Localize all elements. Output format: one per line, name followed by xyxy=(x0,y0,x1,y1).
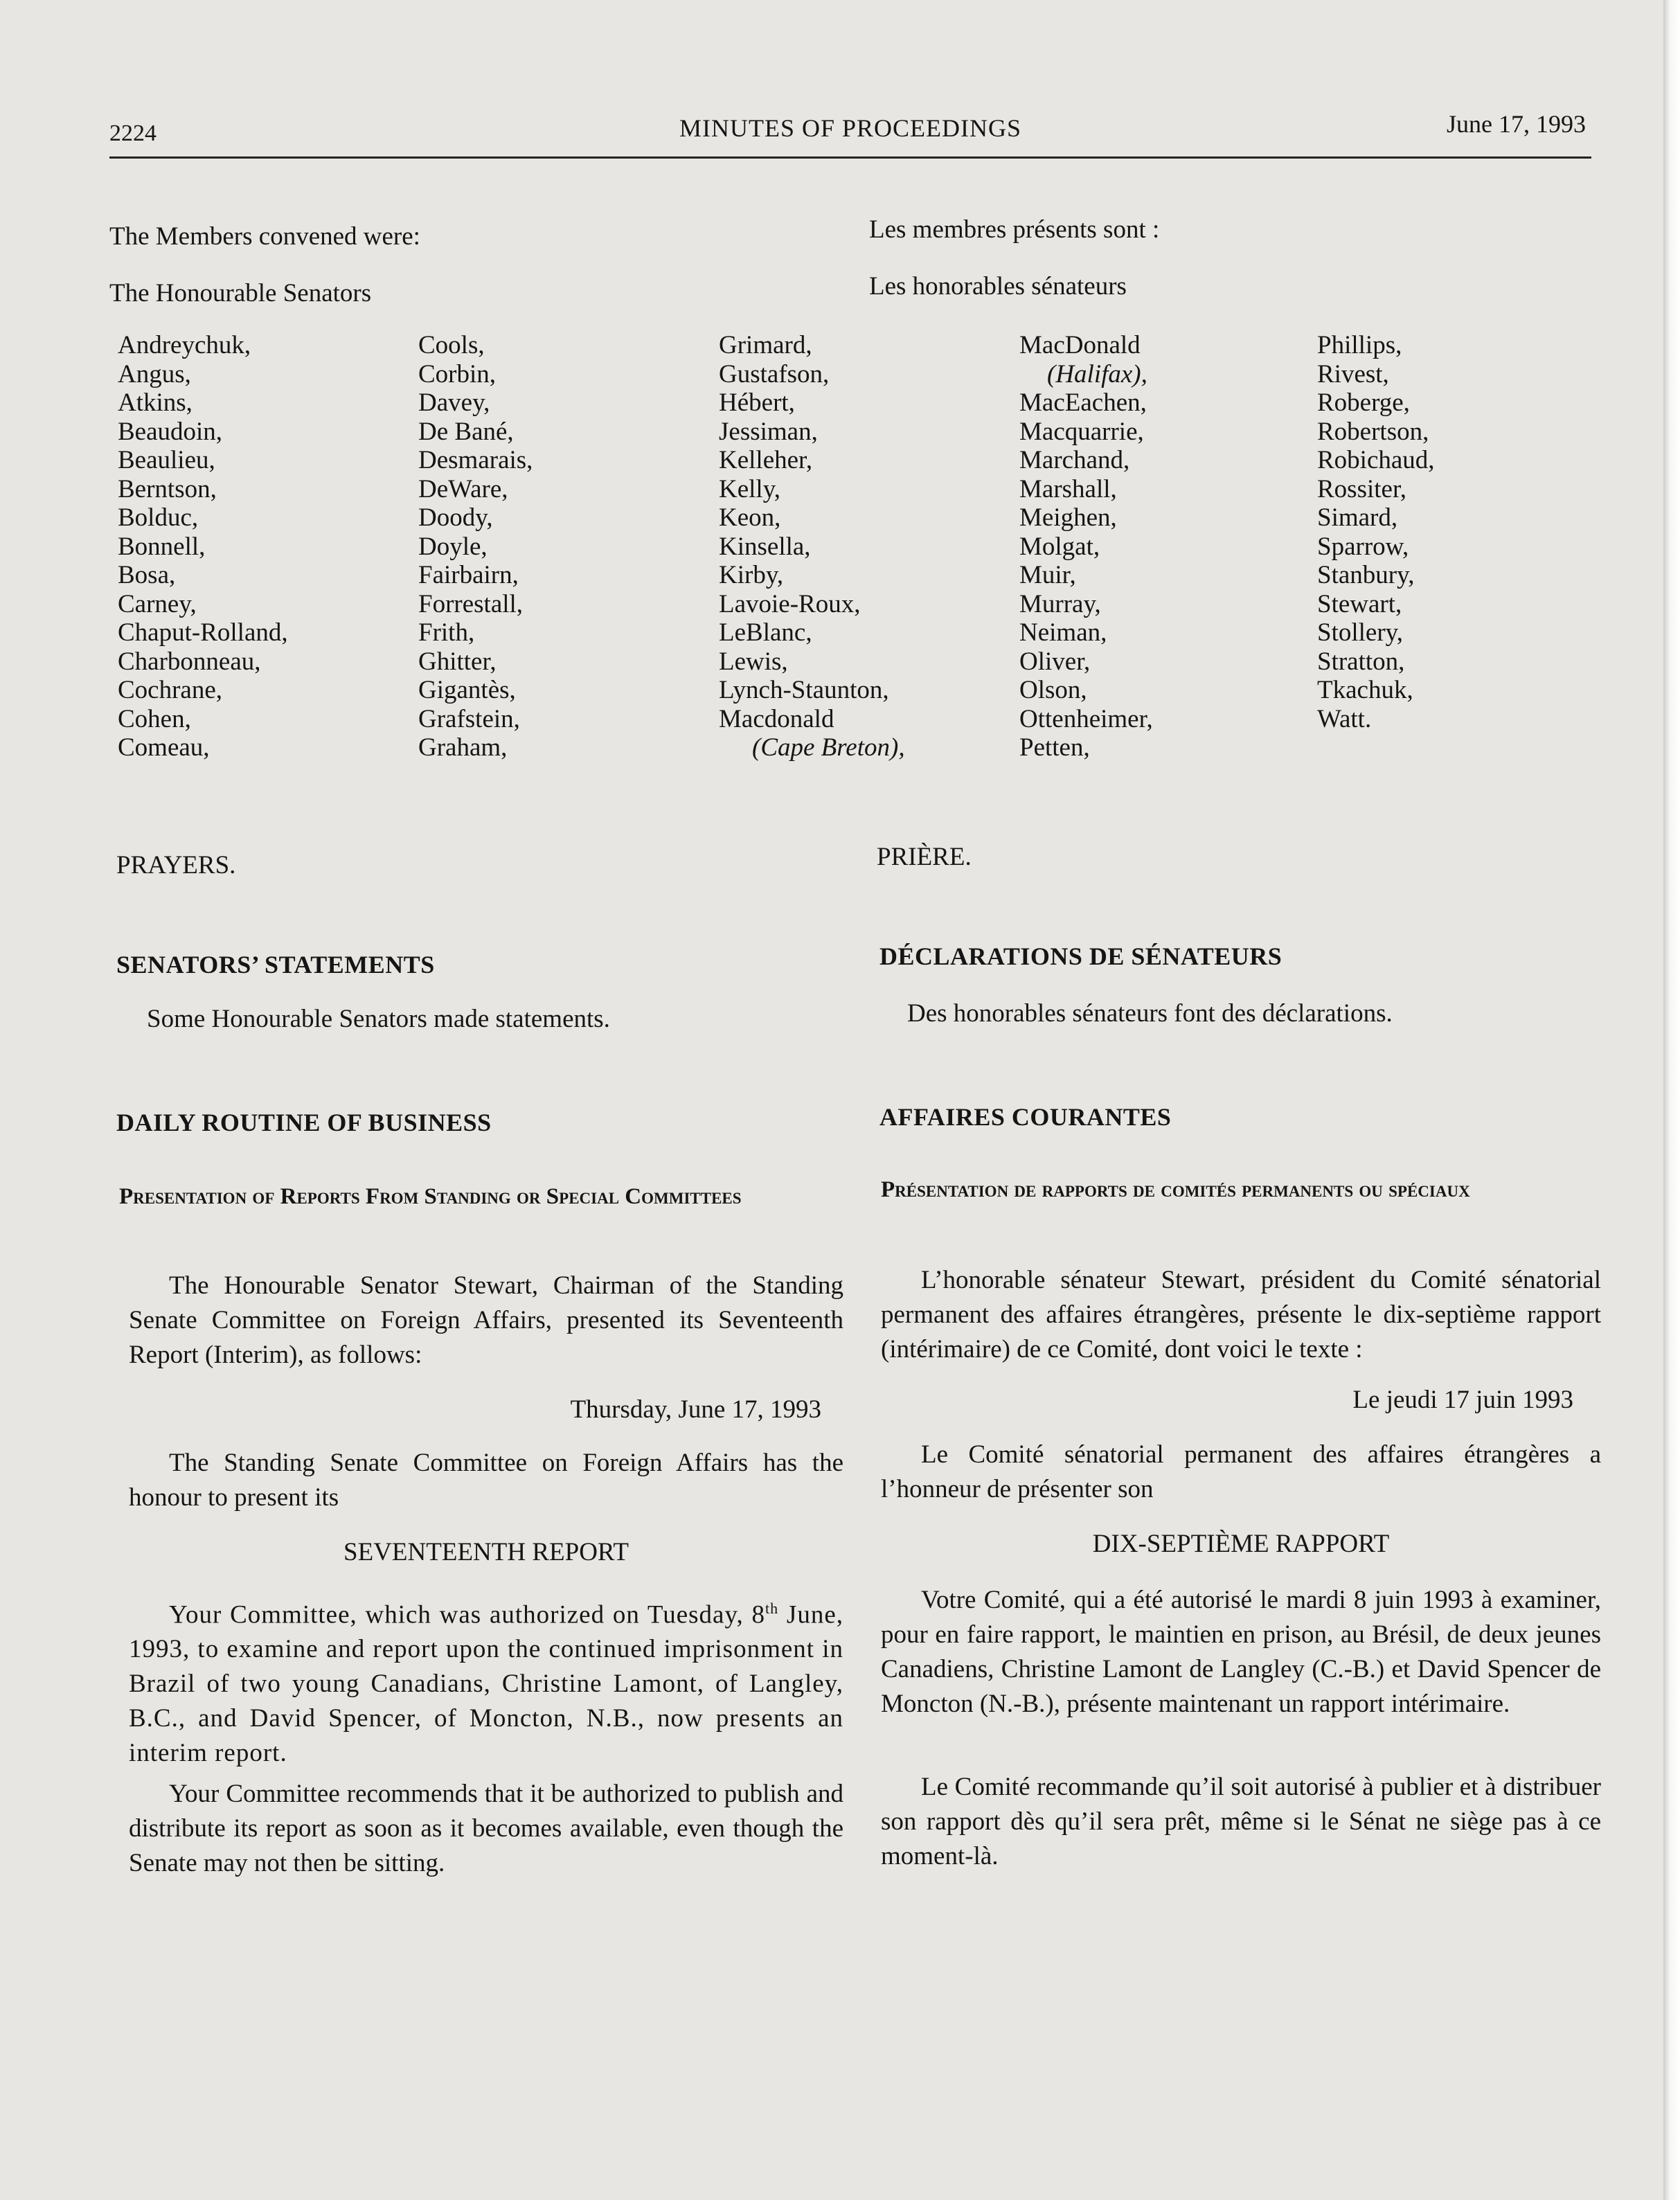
senator-name: Stewart, xyxy=(1317,589,1402,618)
rapport-paragraph-1: Votre Comité, qui a été autorisé le mardi 8 juin 1993 à examiner, pour en faire rapport, le maintien en prison, au Brésil, de deux jeunes Canadiens, Christine Lamont de Langley (C.-B.) et David Spencer de Moncton (N.-B.), présente maintenant un rapport intérimaire. xyxy=(881,1586,1601,1718)
senator-name: Petten, xyxy=(1019,733,1090,762)
senator-name: Bonnell, xyxy=(118,532,206,561)
senator-name: Roberge, xyxy=(1317,388,1410,417)
senator-name: Berntson, xyxy=(118,474,217,503)
senator-name: Kirby, xyxy=(719,561,784,589)
senator-name: Murray, xyxy=(1019,589,1101,618)
senator-name: Marshall, xyxy=(1019,474,1117,503)
senator-name: Doyle, xyxy=(418,532,488,561)
senator-name: Robichaud, xyxy=(1317,446,1435,474)
senator-name: Graham, xyxy=(418,733,508,762)
senator-name: Macquarrie, xyxy=(1019,417,1144,446)
senator-name: Bolduc, xyxy=(118,503,199,532)
senator-name: MacDonald xyxy=(1019,331,1141,359)
senator-name: Sparrow, xyxy=(1317,532,1409,561)
senator-name: Gigantès, xyxy=(418,676,516,704)
senator-name: Beaudoin, xyxy=(118,417,223,446)
senator-name: Comeau, xyxy=(118,733,210,762)
senator-name: Carney, xyxy=(118,589,197,618)
senator-name: MacEachen, xyxy=(1019,388,1147,417)
senator-name: Gustafson, xyxy=(719,359,830,388)
senator-name: Stollery, xyxy=(1317,618,1404,647)
rapport-intro: L’honorable sénateur Stewart, président du Comité sénatorial permanent des affaires étrangères, présente le dix-septième rapport (intérimaire) de ce Comité, dont voici le texte : xyxy=(881,1266,1601,1363)
daily-routine-heading: DAILY ROUTINE OF BUSINESS xyxy=(116,1109,492,1136)
senator-name: Keon, xyxy=(719,503,781,532)
senator-name: Stanbury, xyxy=(1317,561,1415,589)
senator-name: Grafstein, xyxy=(418,704,520,733)
report-honour: The Standing Senate Committee on Foreign Affairs has the honour to present its xyxy=(129,1449,843,1512)
senator-name: Macdonald xyxy=(719,704,834,733)
declarations-heading: DÉCLARATIONS DE SÉNATEURS xyxy=(879,942,1283,970)
page-edge xyxy=(1663,0,1680,2200)
senator-name: Robertson, xyxy=(1317,417,1429,446)
senators-column-4 xyxy=(1019,331,1310,762)
membres-presents-label: Les membres présents sont : xyxy=(869,215,1160,244)
senator-name: Cochrane, xyxy=(118,676,223,704)
senator-name: Beaulieu, xyxy=(118,446,215,474)
senator-name: Rossiter, xyxy=(1317,474,1407,503)
senator-name: Olson, xyxy=(1019,676,1087,704)
members-convened-label: The Members convened were: xyxy=(109,222,420,251)
senator-name: Neiman, xyxy=(1019,618,1107,647)
senator-name: Hébert, xyxy=(719,388,795,417)
running-title: MINUTES OF PROCEEDINGS xyxy=(679,114,1022,142)
senator-name: Frith, xyxy=(418,618,475,647)
senators-column-1 xyxy=(118,331,409,762)
senator-division: (Cape Breton), xyxy=(752,733,905,762)
senator-name: Corbin, xyxy=(418,359,497,388)
senator-name: Rivest, xyxy=(1317,359,1389,388)
senator-name: Kinsella, xyxy=(719,532,811,561)
senator-name: Kelly, xyxy=(719,474,781,503)
senator-name: Chaput-Rolland, xyxy=(118,618,288,647)
senator-name: Andreychuk, xyxy=(118,331,251,359)
report-paragraph-1 xyxy=(129,1591,843,1771)
senator-name: Oliver, xyxy=(1019,647,1091,676)
declarations-text: Des honorables sénateurs font des déclarations. xyxy=(907,999,1393,1028)
senators-list xyxy=(118,331,1607,774)
senator-name: Grimard, xyxy=(719,331,812,359)
senator-name: Fairbairn, xyxy=(418,561,519,589)
senator-name: Angus, xyxy=(118,359,191,388)
senator-name: De Bané, xyxy=(418,417,514,446)
senator-name: Muir, xyxy=(1019,561,1076,589)
senator-name: Ottenheimer, xyxy=(1019,704,1153,733)
senator-name: Doody, xyxy=(418,503,493,532)
priere: PRIÈRE. xyxy=(877,843,972,871)
report-paragraph-1-end: June, 1993, to examine and report upon the continued imprisonment in Brazil of two young Canadians, Christine Lamont, of Langley, B.C., and David Spencer, of Moncton, N.B., now presents an interim report. xyxy=(129,1600,843,1768)
senator-name: Cohen, xyxy=(118,704,191,733)
senator-name: Tkachuk, xyxy=(1317,676,1413,704)
senators-column-2 xyxy=(418,331,709,762)
senator-name: Forrestall, xyxy=(418,589,524,618)
seventeenth-report-title: SEVENTEENTH REPORT xyxy=(343,1538,629,1566)
page-number: 2224 xyxy=(109,120,157,146)
senator-name: Atkins, xyxy=(118,388,193,417)
senator-name: Phillips, xyxy=(1317,331,1402,359)
senator-name: Bosa, xyxy=(118,561,176,589)
senator-name: Meighen, xyxy=(1019,503,1117,532)
senator-name: Kelleher, xyxy=(719,446,813,474)
report-date: Thursday, June 17, 1993 xyxy=(570,1395,821,1424)
senator-name: Simard, xyxy=(1317,503,1398,532)
presentation-of-reports-heading: Presentation of Reports From Standing or Special Committees xyxy=(119,1184,742,1209)
senator-name: Lewis, xyxy=(719,647,788,676)
senator-name: Jessiman, xyxy=(719,417,818,446)
senators-statements-text: Some Honourable Senators made statements. xyxy=(147,1005,610,1033)
honorables-senateurs-label: Les honorables sénateurs xyxy=(869,272,1127,301)
report-paragraph-1-start: Your Committee, which was authorized on Tuesday, 8 xyxy=(169,1600,766,1629)
rapport-date: Le jeudi 17 juin 1993 xyxy=(1352,1386,1573,1414)
senators-column-3 xyxy=(719,331,1010,762)
report-intro: The Honourable Senator Stewart, Chairman of the Standing Senate Committee on Foreign Affairs, presented its Seventeenth Report (Interim), as follows: xyxy=(129,1271,843,1369)
presentation-rapports-heading: Présentation de rapports de comités permanents ou spéciaux xyxy=(881,1177,1470,1202)
senator-name: Charbonneau, xyxy=(118,647,261,676)
senator-name: Stratton, xyxy=(1317,647,1405,676)
prayers: PRAYERS. xyxy=(116,851,236,879)
senator-name: Ghitter, xyxy=(418,647,497,676)
senators-column-5 xyxy=(1317,331,1608,733)
senator-name: DeWare, xyxy=(418,474,508,503)
senator-name: Cools, xyxy=(418,331,485,359)
senator-name: Molgat, xyxy=(1019,532,1100,561)
senator-name: Lavoie-Roux, xyxy=(719,589,861,618)
senators-statements-heading: SENATORS’ STATEMENTS xyxy=(116,951,435,978)
page-header xyxy=(109,109,1591,159)
dix-septieme-rapport-title: DIX-SEPTIÈME RAPPORT xyxy=(1092,1530,1390,1558)
ordinal-suffix: th xyxy=(765,1600,779,1617)
rapport-paragraph-2: Le Comité recommande qu’il soit autorisé à publier et à distribuer son rapport dès qu’il sera prêt, même si le Sénat ne siège pas à ce moment-là. xyxy=(881,1773,1601,1870)
rapport-honneur: Le Comité sénatorial permanent des affaires étrangères a l’honneur de présenter son xyxy=(881,1440,1601,1503)
header-date: June 17, 1993 xyxy=(1447,110,1586,138)
honourable-senators-label: The Honourable Senators xyxy=(109,279,372,307)
senator-name: Lynch-Staunton, xyxy=(719,676,889,704)
senator-name: Marchand, xyxy=(1019,446,1130,474)
senator-name: Watt. xyxy=(1317,704,1372,733)
report-paragraph-2: Your Committee recommends that it be authorized to publish and distribute its report as soon as it becomes available, even though the Senate may not then be sitting. xyxy=(129,1780,843,1877)
senator-name: Davey, xyxy=(418,388,490,417)
senator-division: (Halifax), xyxy=(1047,359,1147,388)
affaires-courantes-heading: AFFAIRES COURANTES xyxy=(879,1103,1172,1131)
senator-name: Desmarais, xyxy=(418,446,533,474)
senator-name: LeBlanc, xyxy=(719,618,812,647)
